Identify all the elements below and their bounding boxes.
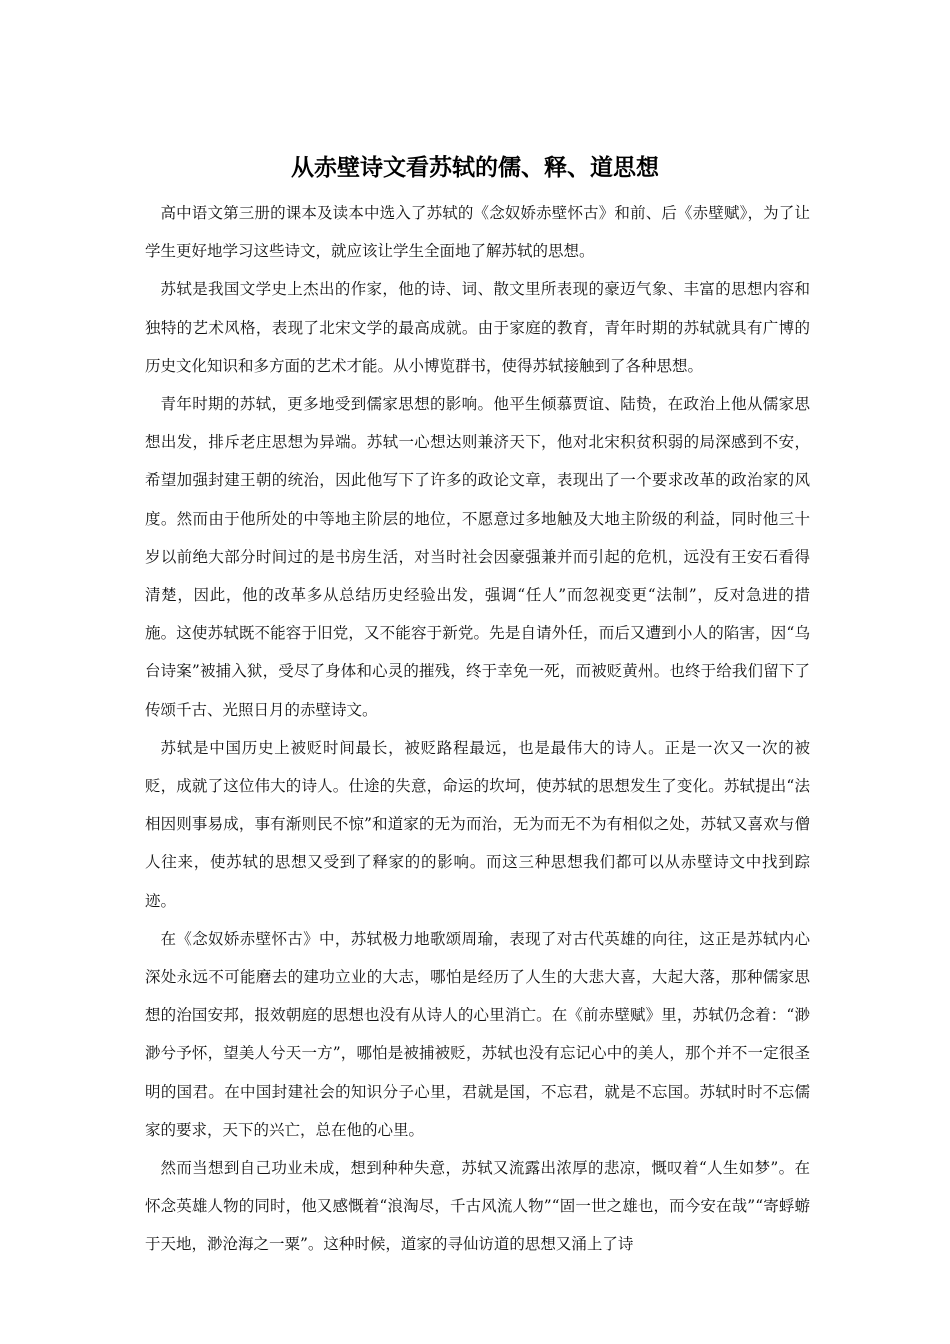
paragraph-taoist: 然而当想到自己功业未成，想到种种失意，苏轼又流露出浓厚的悲凉，慨叹着“人生如梦”。在怀念英雄人物的同时，他又感慨着“浪淘尽，千古风流人物”“固一世之雄也，而今安在哉”“寄蜉蝣于天地，渺沧海之一粟”。这种时候，道家的寻仙访道的思想又涌上了诗 [145, 1159, 810, 1254]
paragraph-niannujiao: 在《念奴娇赤壁怀古》中，苏轼极力地歌颂周瑜，表现了对古代英雄的向往，这正是苏轼内心深处永远不可能磨去的建功立业的大志，哪怕是经历了人生的大悲大喜，大起大落，那种儒家思想的治国安邦，报效朝庭的思想也没有从诗人的心里消亡。在《前赤壁赋》里，苏轼仍念着：“渺渺兮予怀，望美人兮天一方”，哪怕是被捕被贬，苏轼也没有忘记心中的美人，那个并不一定很圣明的国君。在中国封建社会的知识分子心里，君就是国，不忘君，就是不忘国。苏轼时时不忘儒家的要求，天下的兴亡，总在他的心里。 [145, 929, 810, 1139]
paragraph-intro: 高中语文第三册的课本及读本中选入了苏轼的《念奴娇赤壁怀古》和前、后《赤壁赋》，为了让学生更好地学习这些诗文，就应该让学生全面地了解苏轼的思想。 [145, 204, 810, 261]
document-title: 从赤壁诗文看苏轼的儒、释、道思想 [291, 154, 659, 181]
paragraph-background: 苏轼是我国文学史上杰出的作家，他的诗、词、散文里所表现的豪迈气象、丰富的思想内容和独特的艺术风格，表现了北宋文学的最高成就。由于家庭的教育，青年时期的苏轼就具有广博的历史文化知识和多方面的艺术才能。从小博览群书，使得苏轼接触到了各种思想。 [145, 280, 810, 375]
paragraph-confucian-youth: 青年时期的苏轼，更多地受到儒家思想的影响。他平生倾慕贾谊、陆贽，在政治上他从儒家思想出发，排斥老庄思想为异端。苏轼一心想达则兼济天下，他对北宋积贫积弱的局深感到不安，希望加强封建王朝的统治，因此他写下了许多的政论文章，表现出了一个要求改革的政治家的风度。然而由于他所处的中等地主阶层的地位，不愿意过多地触及大地主阶级的利益，同时他三十岁以前绝大部分时间过的是书房生活，对当时社会因豪强兼并而引起的危机，远没有王安石看得清楚，因此，他的改革多从总结历史经验出发，强调“任人”而忽视变更“法制”，反对急进的措施。这使苏轼既不能容于旧党，又不能容于新党。先是自请外任，而后又遭到小人的陷害，因“乌台诗案”被捕入狱，受尽了身体和心灵的摧残，终于幸免一死，而被贬黄州。也终于给我们留下了传颂千古、光照日月的赤壁诗文。 [145, 395, 810, 719]
paragraph-exile: 苏轼是中国历史上被贬时间最长，被贬路程最远，也是最伟大的诗人。正是一次又一次的被贬，成就了这位伟大的诗人。仕途的失意，命运的坎坷，使苏轼的思想发生了变化。苏轼提出“法相因则事易成，事有渐则民不惊”和道家的无为而治，无为而无不为有相似之处，苏轼又喜欢与僧人往来，使苏轼的思想又受到了释家的的影响。而这三种思想我们都可以从赤壁诗文中找到踪迹。 [145, 738, 810, 910]
document-body [145, 194, 810, 1264]
